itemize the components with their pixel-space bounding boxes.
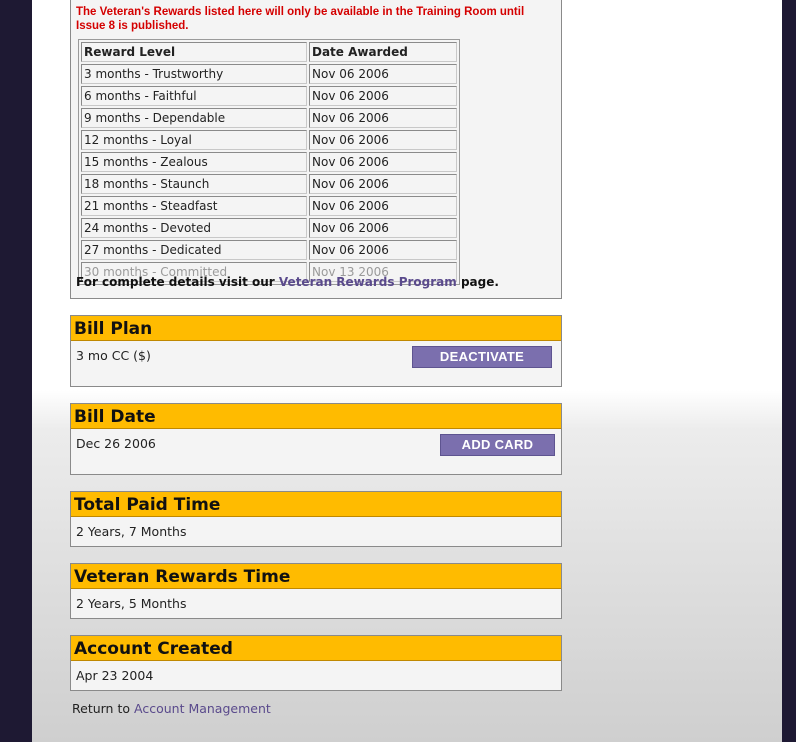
bill-plan-title: Bill Plan [71, 316, 561, 341]
return-line [72, 701, 271, 716]
date-awarded-cell: Nov 06 2006 [309, 240, 457, 260]
account-management-link[interactable]: Account Management [134, 701, 271, 716]
date-awarded-cell: Nov 13 2006 [309, 262, 457, 282]
reward-level-cell: 27 months - Dedicated [81, 240, 307, 260]
reward-level-header: Reward Level [81, 42, 307, 62]
details-suffix: page. [460, 275, 499, 289]
date-awarded-cell: Nov 06 2006 [309, 64, 457, 84]
reward-level-cell: 9 months - Dependable [81, 108, 307, 128]
veteran-rewards-program-link[interactable]: Veteran Rewards Program [278, 275, 457, 289]
table-row [81, 174, 457, 194]
reward-level-cell: 21 months - Steadfast [81, 196, 307, 216]
bill-plan-section [70, 315, 562, 387]
bill-date-title: Bill Date [71, 404, 561, 429]
total-paid-time-value: 2 Years, 7 Months [76, 524, 187, 539]
table-row [81, 240, 457, 260]
date-awarded-cell: Nov 06 2006 [309, 218, 457, 238]
table-row [81, 130, 457, 150]
table-row [81, 108, 457, 128]
left-background [0, 0, 32, 742]
total-paid-time-section [70, 491, 562, 547]
date-awarded-header: Date Awarded [309, 42, 457, 62]
date-awarded-cell: Nov 06 2006 [309, 130, 457, 150]
veteran-rewards-time-section [70, 563, 562, 619]
reward-level-cell: 12 months - Loyal [81, 130, 307, 150]
veteran-rewards-box [70, 0, 562, 299]
table-row [81, 86, 457, 106]
bill-plan-value: 3 mo CC ($) [76, 348, 151, 363]
return-prefix: Return to [72, 701, 131, 716]
date-awarded-cell: Nov 06 2006 [309, 108, 457, 128]
add-card-button[interactable]: ADD CARD [440, 434, 555, 456]
table-row [81, 64, 457, 84]
right-background [782, 0, 796, 742]
reward-level-cell: 18 months - Staunch [81, 174, 307, 194]
account-created-section [70, 635, 562, 691]
table-header-row [81, 42, 457, 62]
total-paid-time-title: Total Paid Time [71, 492, 561, 517]
veteran-rewards-time-value: 2 Years, 5 Months [76, 596, 187, 611]
bill-date-section [70, 403, 562, 475]
date-awarded-cell: Nov 06 2006 [309, 86, 457, 106]
deactivate-button[interactable]: DEACTIVATE [412, 346, 552, 368]
reward-level-cell: 30 months - Committed [81, 262, 307, 282]
account-created-value: Apr 23 2004 [76, 668, 154, 683]
reward-level-cell: 3 months - Trustworthy [81, 64, 307, 84]
account-created-title: Account Created [71, 636, 561, 661]
training-room-notice: The Veteran's Rewards listed here will only be available in the Training Room until Issue 8 is published. [76, 6, 525, 32]
bill-date-value: Dec 26 2006 [76, 436, 156, 451]
table-row [81, 152, 457, 172]
table-row [81, 218, 457, 238]
reward-level-cell: 15 months - Zealous [81, 152, 307, 172]
table-row [81, 196, 457, 216]
rewards-table [78, 39, 460, 285]
details-prefix: For complete details visit our [76, 275, 275, 289]
reward-level-cell: 6 months - Faithful [81, 86, 307, 106]
reward-level-cell: 24 months - Devoted [81, 218, 307, 238]
veteran-rewards-time-title: Veteran Rewards Time [71, 564, 561, 589]
date-awarded-cell: Nov 06 2006 [309, 174, 457, 194]
date-awarded-cell: Nov 06 2006 [309, 196, 457, 216]
details-line [76, 275, 499, 289]
date-awarded-cell: Nov 06 2006 [309, 152, 457, 172]
